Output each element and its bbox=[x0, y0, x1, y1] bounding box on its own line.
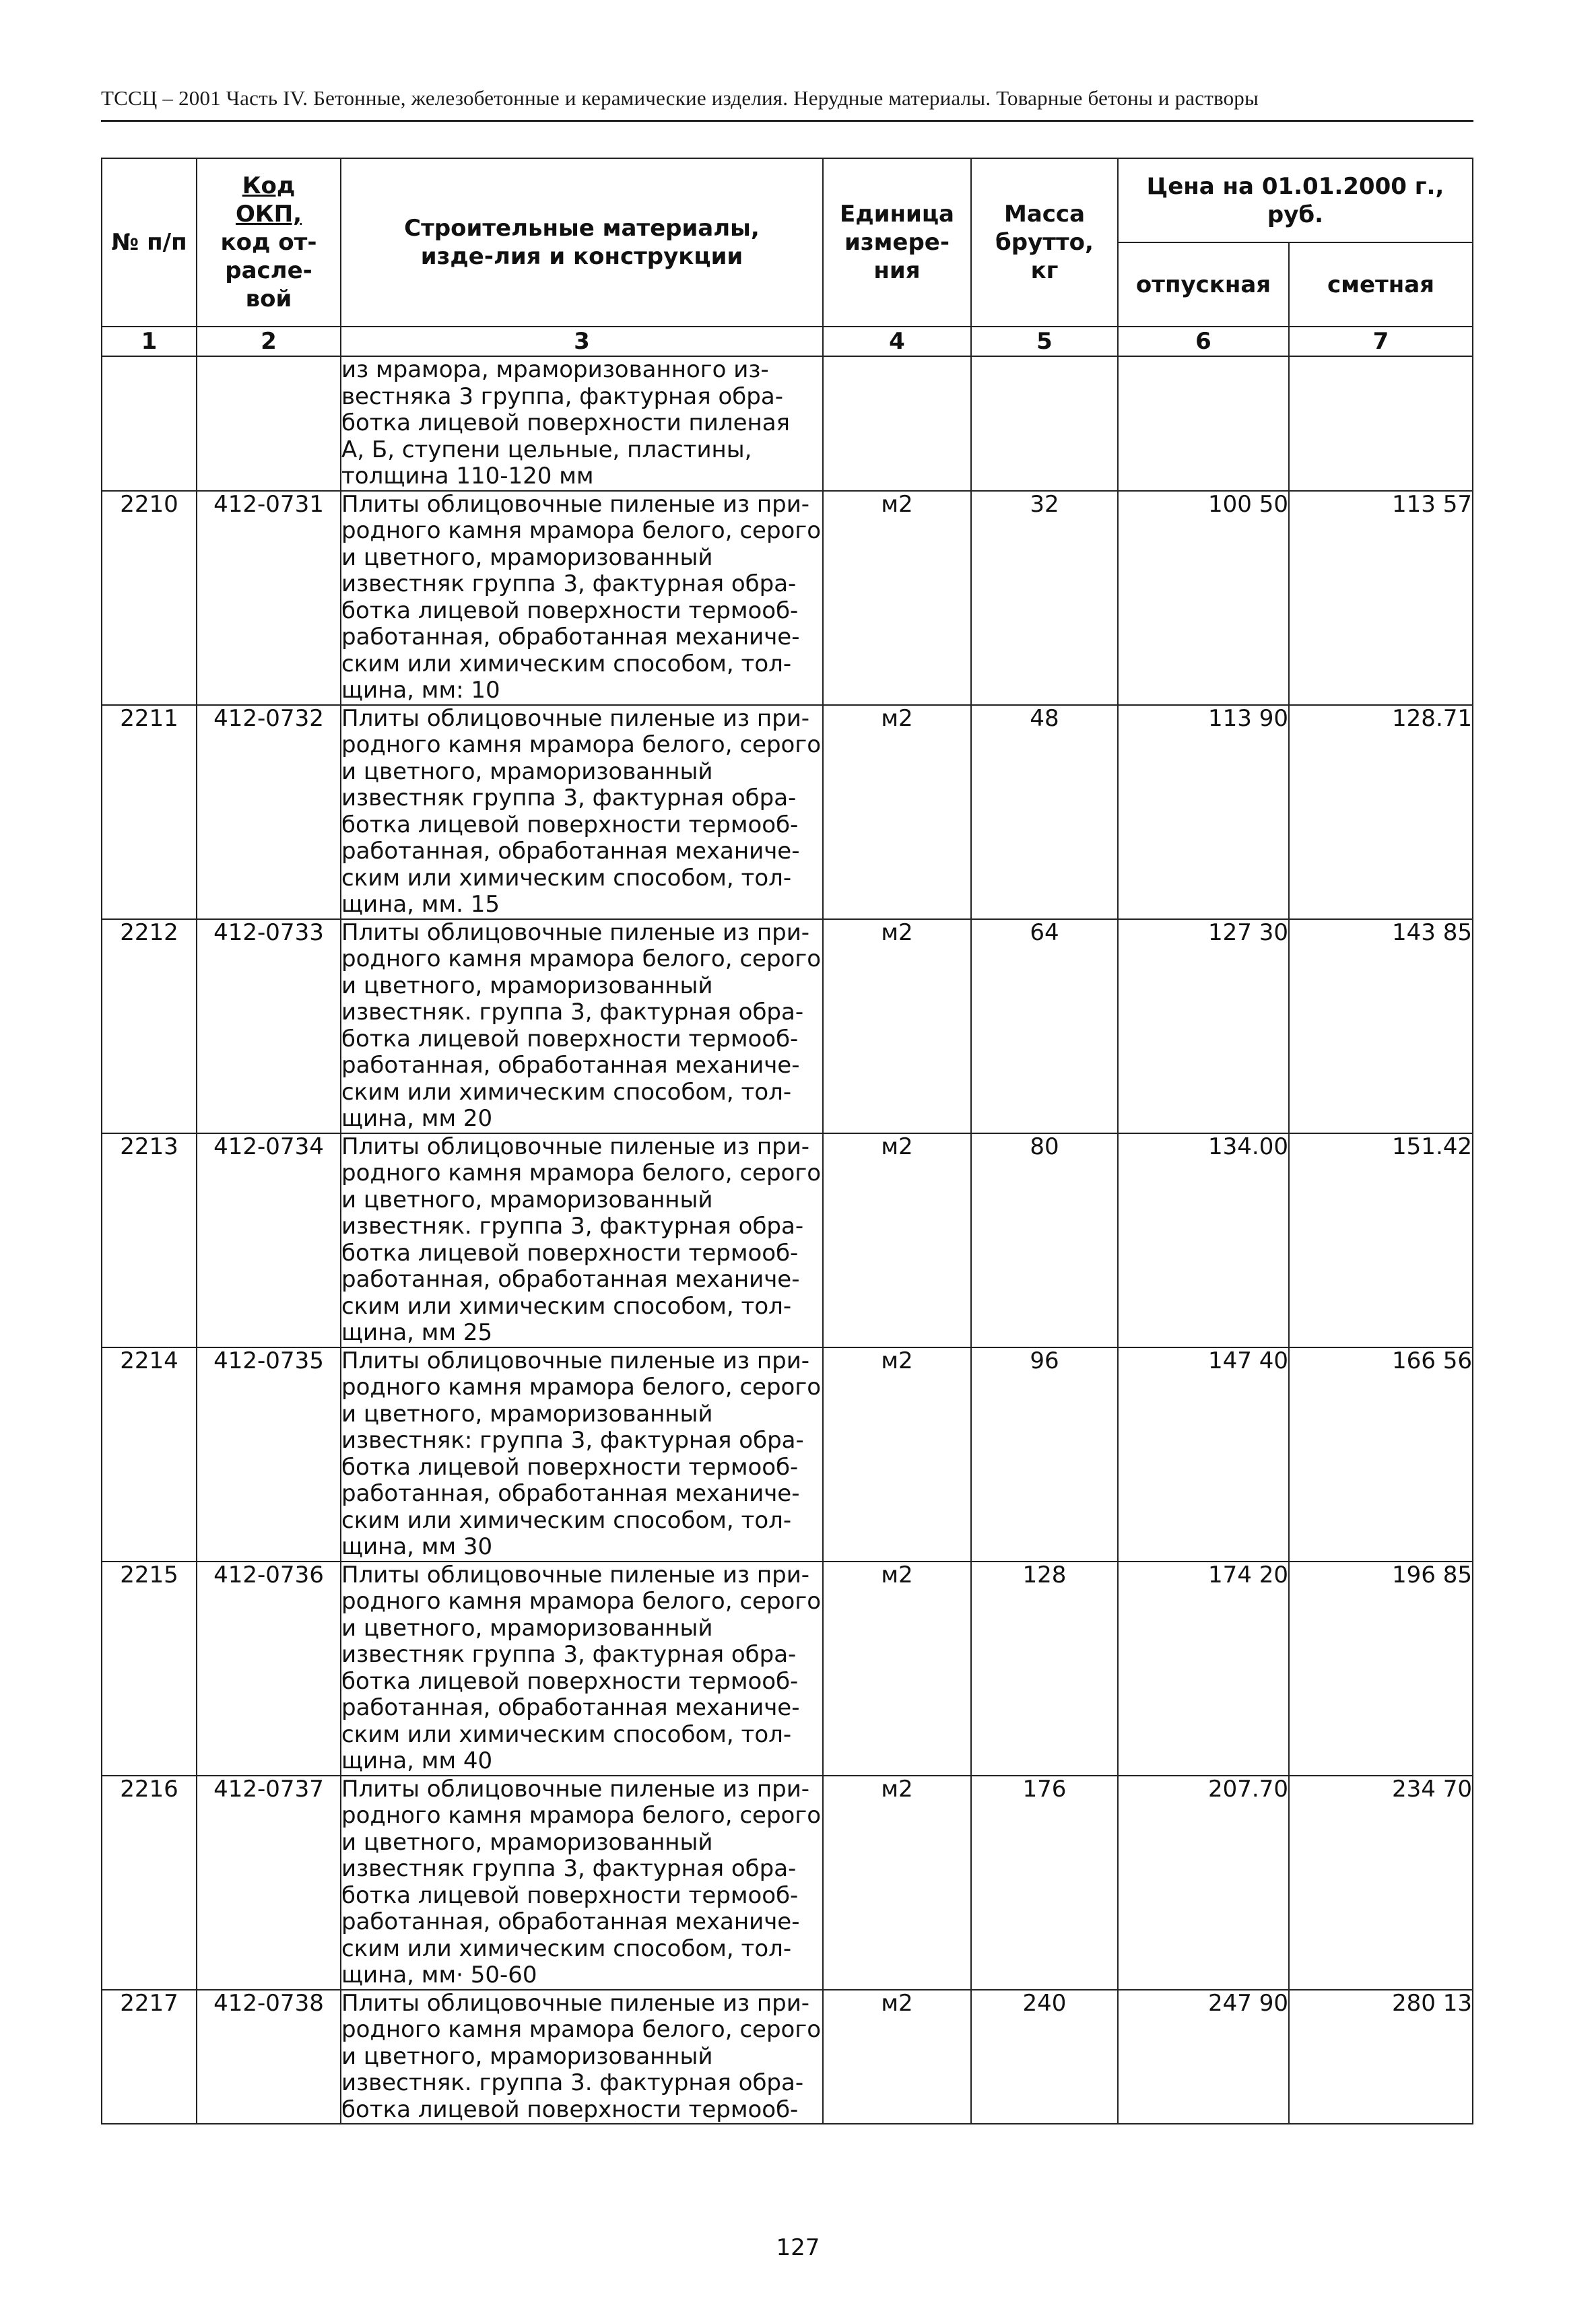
cell-no: 2212 bbox=[102, 919, 197, 1133]
cell-description: Плиты облицовочные пиленые из при- родного камня мрамора белого, серого и цветного, мраморизованный известняк группа 3, фактурная обра- ботка лицевой поверхности термооб- работанная, обработанная механиче- ским или химическим способом, тол- щина, мм 40 bbox=[341, 1562, 823, 1776]
table-row bbox=[102, 1347, 1473, 1562]
column-number: 7 bbox=[1289, 327, 1473, 356]
cell-unit: м2 bbox=[823, 1776, 971, 1990]
cell-description: Плиты облицовочные пиленые из при- родного камня мрамора белого, серого и цветного, мраморизованный известняк группа 3, фактурная обра- ботка лицевой поверхности термооб- работанная, обработанная механиче- ским или химическим способом, тол- щина, мм: 10 bbox=[341, 491, 823, 705]
cell-no bbox=[102, 356, 197, 491]
cell-description: Плиты облицовочные пиленые из при- родного камня мрамора белого, серого и цветного, мраморизованный известняк группа 3, фактурная обра- ботка лицевой поверхности термооб- работанная, обработанная механиче- ским или химическим способом, тол- щина, мм. 15 bbox=[341, 705, 823, 919]
table-row bbox=[102, 1562, 1473, 1776]
cell-description: Плиты облицовочные пиленые из при- родного камня мрамора белого, серого и цветного, мраморизованный известняк группа 3, фактурная обра- ботка лицевой поверхности термооб- работанная, обработанная механиче- ским или химическим способом, тол- щина, мм· 50-60 bbox=[341, 1776, 823, 1990]
table-row bbox=[102, 491, 1473, 705]
cell-price-release: 247 90 bbox=[1118, 1990, 1289, 2124]
continuation-row bbox=[102, 356, 1473, 491]
cell-no: 2217 bbox=[102, 1990, 197, 2124]
header-materials bbox=[341, 158, 823, 327]
cell-description: Плиты облицовочные пиленые из при- родного камня мрамора белого, серого и цветного, мраморизованный известняк. группа 3, фактурная обра- ботка лицевой поверхности термооб- работанная, обработанная механиче- ским или химическим способом, тол- щина, мм 25 bbox=[341, 1133, 823, 1347]
cell-price-release: 207.70 bbox=[1118, 1776, 1289, 1990]
cell-no: 2215 bbox=[102, 1562, 197, 1776]
cell-unit: м2 bbox=[823, 1562, 971, 1776]
column-number: 4 bbox=[823, 327, 971, 356]
header-price-release: отпускная bbox=[1118, 242, 1289, 327]
page-header-title: ТССЦ – 2001 Часть IV. Бетонные, железобетонные и керамические изделия. Нерудные материалы. Товарные бетоны и растворы bbox=[101, 86, 1259, 110]
table-row bbox=[102, 1133, 1473, 1347]
cell-price-estimate: 166 56 bbox=[1289, 1347, 1473, 1562]
price-table bbox=[101, 158, 1473, 2124]
column-number: 3 bbox=[341, 327, 823, 356]
table-row bbox=[102, 705, 1473, 919]
header-price-estimate: сметная bbox=[1289, 242, 1473, 327]
cell-description: из мрамора, мраморизованного из- вестняка 3 группа, фактурная обра- ботка лицевой поверхности пиленая А, Б, ступени цельные, пластины, толщина 110-120 мм bbox=[341, 356, 823, 491]
cell-no: 2210 bbox=[102, 491, 197, 705]
cell-code: 412-0738 bbox=[197, 1990, 341, 2124]
header-mass bbox=[971, 158, 1118, 327]
header-code-line3: код от- bbox=[220, 229, 317, 256]
cell-code: 412-0735 bbox=[197, 1347, 341, 1562]
column-number: 6 bbox=[1118, 327, 1289, 356]
table-row bbox=[102, 1776, 1473, 1990]
column-number: 5 bbox=[971, 327, 1118, 356]
table-row bbox=[102, 1990, 1473, 2124]
cell-unit bbox=[823, 356, 971, 491]
cell-no: 2214 bbox=[102, 1347, 197, 1562]
cell-price-release: 147 40 bbox=[1118, 1347, 1289, 1562]
cell-unit: м2 bbox=[823, 491, 971, 705]
cell-unit: м2 bbox=[823, 1133, 971, 1347]
cell-unit: м2 bbox=[823, 1347, 971, 1562]
cell-mass: 48 bbox=[971, 705, 1118, 919]
cell-code: 412-0731 bbox=[197, 491, 341, 705]
cell-price-estimate: 143 85 bbox=[1289, 919, 1473, 1133]
cell-mass: 80 bbox=[971, 1133, 1118, 1347]
cell-unit: м2 bbox=[823, 919, 971, 1133]
cell-code: 412-0737 bbox=[197, 1776, 341, 1990]
cell-price-estimate: 128.71 bbox=[1289, 705, 1473, 919]
table-row bbox=[102, 919, 1473, 1133]
cell-price-release: 127 30 bbox=[1118, 919, 1289, 1133]
cell-no: 2211 bbox=[102, 705, 197, 919]
table-header bbox=[102, 158, 1473, 356]
cell-mass: 176 bbox=[971, 1776, 1118, 1990]
header-price-group bbox=[1118, 158, 1473, 242]
cell-unit: м2 bbox=[823, 705, 971, 919]
cell-no: 2213 bbox=[102, 1133, 197, 1347]
cell-no: 2216 bbox=[102, 1776, 197, 1990]
header-no: № п/п bbox=[102, 158, 197, 327]
cell-unit: м2 bbox=[823, 1990, 971, 2124]
cell-price-release bbox=[1118, 356, 1289, 491]
cell-mass: 128 bbox=[971, 1562, 1118, 1776]
cell-price-estimate: 113 57 bbox=[1289, 491, 1473, 705]
cell-price-estimate: 280 13 bbox=[1289, 1990, 1473, 2124]
header-unit-text: Единица измере-ния bbox=[840, 201, 954, 284]
cell-price-release: 100 50 bbox=[1118, 491, 1289, 705]
header-code-line2: ОКП, bbox=[235, 201, 302, 228]
header-divider bbox=[101, 120, 1473, 122]
cell-price-estimate: 234 70 bbox=[1289, 1776, 1473, 1990]
column-number-row bbox=[102, 327, 1473, 356]
cell-description: Плиты облицовочные пиленые из при- родного камня мрамора белого, серого и цветного, мраморизованный известняк. группа 3, фактурная обра- ботка лицевой поверхности термооб- работанная, обработанная механиче- ским или химическим способом, тол- щина, мм 20 bbox=[341, 919, 823, 1133]
cell-price-release: 113 90 bbox=[1118, 705, 1289, 919]
header-unit bbox=[823, 158, 971, 327]
cell-mass: 96 bbox=[971, 1347, 1118, 1562]
header-mass-text: Масса брутто, кг bbox=[995, 201, 1094, 284]
cell-description: Плиты облицовочные пиленые из при- родного камня мрамора белого, серого и цветного, мраморизованный известняк. группа 3. фактурная обра- ботка лицевой поверхности термооб- bbox=[341, 1990, 823, 2124]
cell-mass: 240 bbox=[971, 1990, 1118, 2124]
cell-price-estimate: 151.42 bbox=[1289, 1133, 1473, 1347]
cell-price-estimate bbox=[1289, 356, 1473, 491]
cell-mass: 32 bbox=[971, 491, 1118, 705]
cell-description: Плиты облицовочные пиленые из при- родного камня мрамора белого, серого и цветного, мраморизованный известняк: группа 3, фактурная обра- ботка лицевой поверхности термооб- работанная, обработанная механиче- ским или химическим способом, тол- щина, мм 30 bbox=[341, 1347, 823, 1562]
column-number: 2 bbox=[197, 327, 341, 356]
header-code-line4: расле- bbox=[225, 257, 312, 284]
cell-mass: 64 bbox=[971, 919, 1118, 1133]
column-number: 1 bbox=[102, 327, 197, 356]
cell-mass bbox=[971, 356, 1118, 491]
header-code bbox=[197, 158, 341, 327]
header-price-group-text: Цена на 01.01.2000 г., руб. bbox=[1146, 172, 1444, 228]
cell-code: 412-0734 bbox=[197, 1133, 341, 1347]
cell-price-release: 134.00 bbox=[1118, 1133, 1289, 1347]
cell-code: 412-0733 bbox=[197, 919, 341, 1133]
header-materials-text: Строительные материалы, изде-лия и конструкции bbox=[404, 215, 760, 270]
cell-price-estimate: 196 85 bbox=[1289, 1562, 1473, 1776]
cell-code: 412-0736 bbox=[197, 1562, 341, 1776]
cell-price-release: 174 20 bbox=[1118, 1562, 1289, 1776]
header-code-line1: Код bbox=[242, 172, 296, 199]
header-code-line5: вой bbox=[245, 286, 292, 312]
cell-code: 412-0732 bbox=[197, 705, 341, 919]
cell-code bbox=[197, 356, 341, 491]
page-number: 127 bbox=[776, 2234, 820, 2261]
